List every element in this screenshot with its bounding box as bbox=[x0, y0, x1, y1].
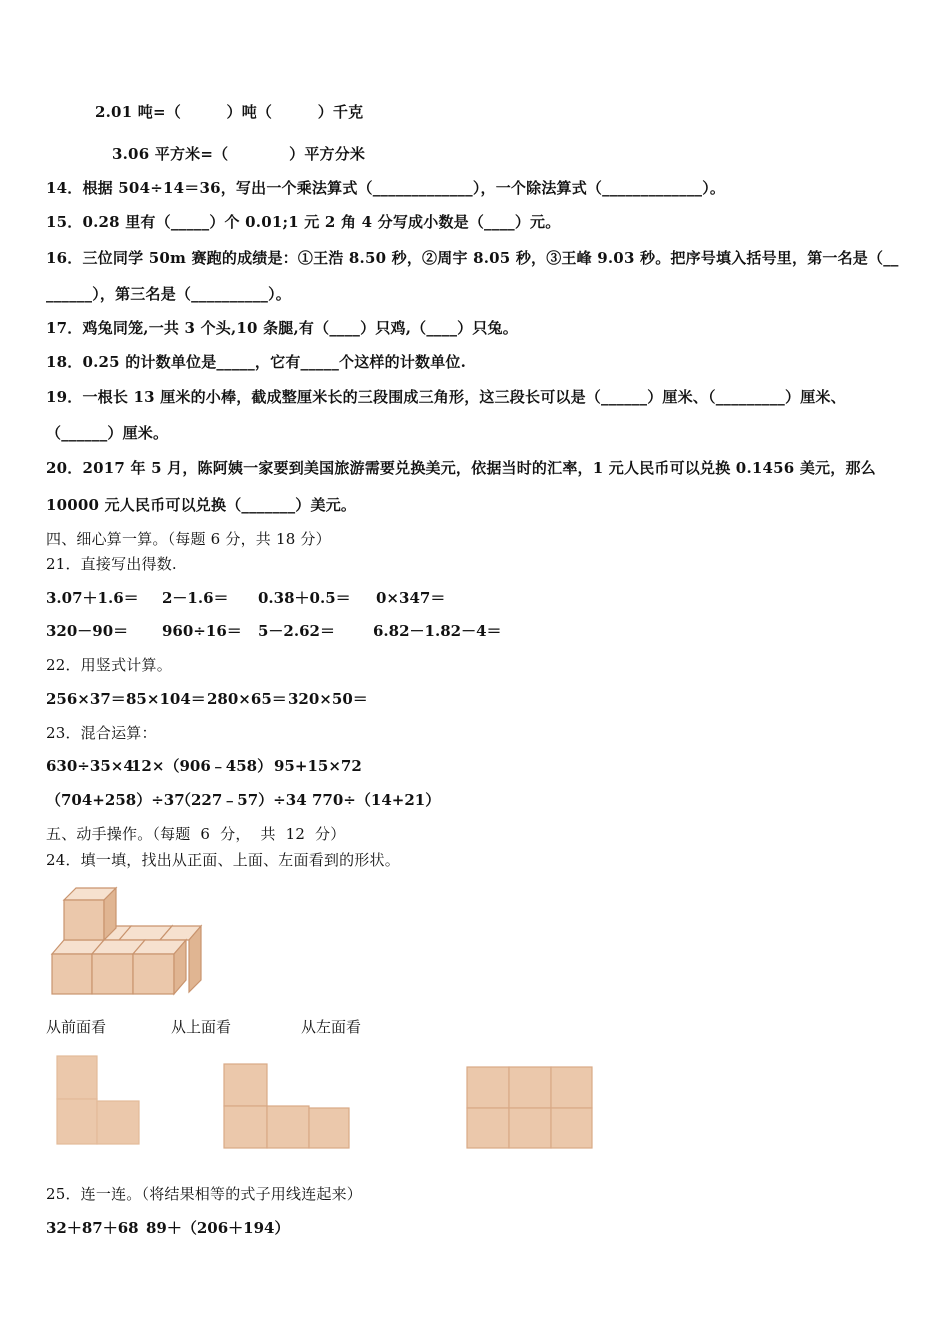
square-2 bbox=[509, 1067, 551, 1108]
square-3 bbox=[97, 1101, 139, 1144]
question-19-line1: 19．一根长 13 厘米的小棒，截成整厘米长的三段围成三角形，这三段长可以是（______）厘米、（_________）厘米、 bbox=[46, 388, 846, 406]
q13-line1: 2.01 吨=（ ）吨（ ）千克 bbox=[95, 103, 364, 121]
square-3 bbox=[267, 1106, 309, 1148]
section-4-heading: 四、细心算一算。（每题 6 分，共 18 分） bbox=[46, 530, 331, 548]
q23-item-5: （227﹣57）÷34 bbox=[176, 791, 307, 809]
q22-item-1: 256×37＝ bbox=[46, 690, 126, 708]
q21-item-2: 2－1.6＝ bbox=[162, 589, 229, 607]
q21-item-1: 3.07＋1.6＝ bbox=[46, 589, 139, 607]
question-22-title: 22．用竖式计算。 bbox=[46, 656, 172, 674]
question-20-line2: 10000 元人民币可以兑换（_______）美元。 bbox=[46, 496, 357, 514]
square-1 bbox=[467, 1067, 509, 1108]
q21-item-8: 6.82－1.82－4＝ bbox=[373, 622, 502, 640]
question-16-line1: 16．三位同学 50m 赛跑的成绩是：①王浩 8.50 秒，②周宇 8.05 秒，③王峰 9.03 秒。把序号填入括号里，第一名是（__ bbox=[46, 249, 899, 267]
square-4 bbox=[309, 1108, 349, 1148]
view-label-top: 从上面看 bbox=[171, 1018, 232, 1036]
question-23-title: 23．混合运算： bbox=[46, 724, 157, 742]
question-25-title: 25．连一连。（将结果相等的式子用线连起来） bbox=[46, 1185, 362, 1203]
cube-front-3-face bbox=[133, 954, 174, 994]
q21-item-3: 0.38＋0.5＝ bbox=[258, 589, 351, 607]
q22-item-3: 280×65＝ bbox=[207, 690, 287, 708]
q25-item-2: 89＋（206＋194） bbox=[146, 1219, 290, 1237]
q23-item-1: 630÷35×4 bbox=[46, 757, 134, 775]
question-19-line2: （______）厘米。 bbox=[46, 424, 169, 442]
cube-front-1-face bbox=[52, 954, 92, 994]
square-1 bbox=[57, 1056, 97, 1099]
section-5-heading: 五、动手操作。（每题 6 分， 共 12 分） bbox=[46, 825, 346, 843]
view-label-left: 从左面看 bbox=[301, 1018, 362, 1036]
top-view-shape bbox=[221, 1061, 353, 1151]
cube-group bbox=[52, 888, 201, 994]
question-24-title: 24．填一填，找出从正面、上面、左面看到的形状。 bbox=[46, 851, 400, 869]
q21-item-5: 320－90＝ bbox=[46, 622, 129, 640]
question-15: 15．0.28 里有（_____）个 0.01;1 元 2 角 4 分写成小数是（____）元。 bbox=[46, 213, 561, 231]
question-14: 14．根据 504÷14＝36，写出一个乘法算式（_____________），一个除法算式（_____________）。 bbox=[46, 179, 726, 197]
square-4 bbox=[467, 1108, 509, 1148]
square-2 bbox=[224, 1106, 267, 1148]
view-label-front: 从前面看 bbox=[46, 1018, 107, 1036]
q21-item-6: 960÷16＝ bbox=[162, 622, 242, 640]
cube-stack-face bbox=[64, 900, 104, 940]
square-2 bbox=[57, 1099, 97, 1144]
question-17: 17．鸡兔同笼,一共 3 个头,10 条腿,有（____）只鸡,（____）只兔。 bbox=[46, 319, 518, 337]
square-5 bbox=[509, 1108, 551, 1148]
q21-item-4: 0×347＝ bbox=[376, 589, 446, 607]
left-view-shape bbox=[465, 1065, 595, 1151]
question-18: 18．0.25 的计数单位是_____，它有_____个这样的计数单位. bbox=[46, 353, 467, 371]
q23-item-6: 770÷（14+21） bbox=[312, 791, 441, 809]
q22-item-4: 320×50＝ bbox=[288, 690, 368, 708]
q13-line2: 3.06 平方米=（ ）平方分米 bbox=[112, 145, 366, 163]
question-21-title: 21．直接写出得数. bbox=[46, 555, 177, 573]
front-view-shape bbox=[54, 1053, 142, 1147]
q22-item-2: 85×104＝ bbox=[126, 690, 206, 708]
square-3 bbox=[551, 1067, 592, 1108]
square-6 bbox=[551, 1108, 592, 1148]
q21-item-7: 5－2.62＝ bbox=[258, 622, 335, 640]
q23-item-3: 95+15×72 bbox=[274, 757, 362, 775]
q23-item-2: 12×（906﹣458） bbox=[131, 757, 273, 775]
cube-front-2-face bbox=[92, 954, 133, 994]
q23-item-4: （704+258）÷37 bbox=[46, 791, 185, 809]
square-1 bbox=[224, 1064, 267, 1106]
question-16-line2: ______），第三名是（__________）。 bbox=[46, 285, 292, 303]
cube-arrangement-figure bbox=[48, 884, 206, 996]
q25-item-1: 32＋87＋68 bbox=[46, 1219, 139, 1237]
question-20-line1: 20．2017 年 5 月，陈阿姨一家要到美国旅游需要兑换美元，依据当时的汇率，1 元人民币可以兑换 0.1456 美元，那么 bbox=[46, 459, 876, 477]
